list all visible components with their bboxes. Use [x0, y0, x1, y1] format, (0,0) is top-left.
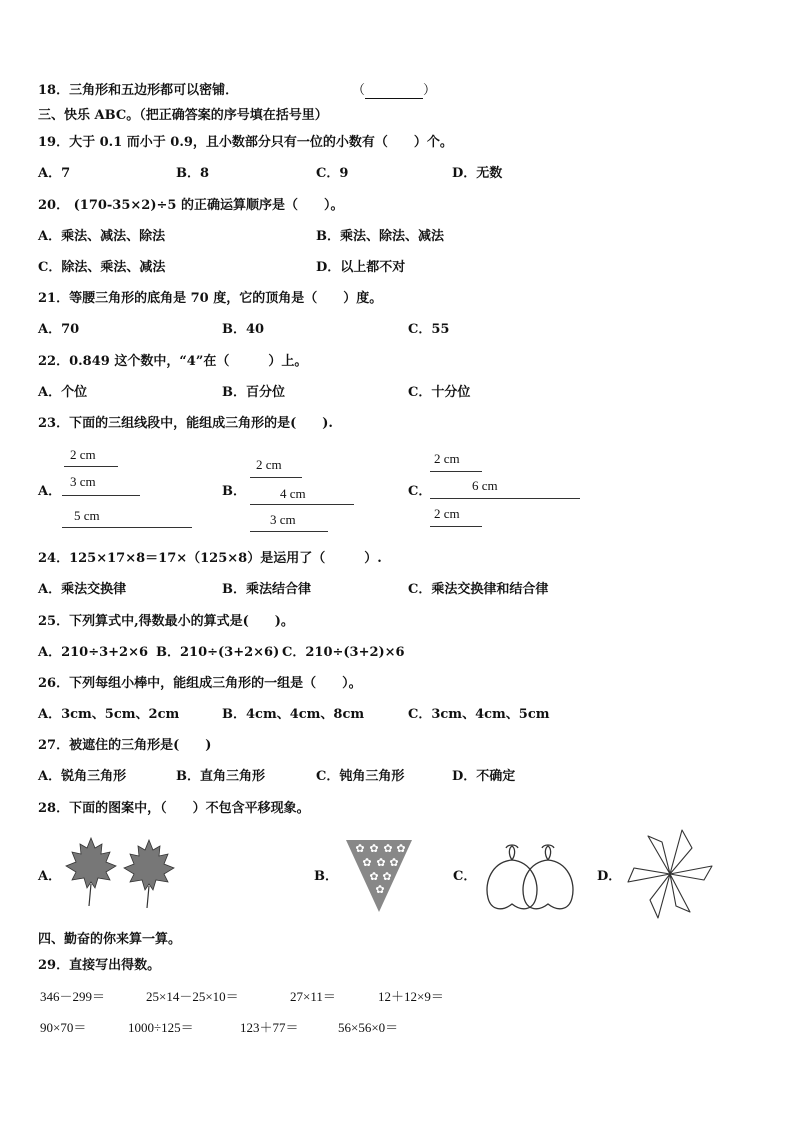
q23-a-seg1-line — [64, 466, 118, 467]
q29-calc-1: 346－299＝ — [40, 989, 106, 1004]
snowflake-icon: ✿ — [376, 856, 386, 869]
section-3-heading: 三、快乐 ABC。（把正确答案的序号填在括号里） — [38, 108, 328, 123]
q23-b-seg1-line — [250, 477, 302, 478]
q25-option-b[interactable]: B．210÷(3+2×6) — [156, 645, 280, 660]
q18-bracket-close: ） — [423, 83, 437, 98]
q29-calc-2: 25×14－25×10＝ — [146, 989, 239, 1004]
q23-c-seg3-label: 2 cm — [434, 506, 460, 521]
q28-text: 28．下面的图案中，（ ）不包含平移现象。 — [38, 801, 310, 816]
q23-c-seg1-line — [430, 471, 482, 472]
gourd-icon — [523, 860, 573, 909]
pinwheel-blade-icon — [628, 868, 670, 882]
q29-calc-4: 12＋12×9＝ — [378, 989, 444, 1004]
snowflake-icon: ✿ — [382, 870, 392, 883]
q24-option-c[interactable]: C．乘法交换律和结合律 — [408, 582, 549, 597]
q21-option-b[interactable]: B．40 — [222, 322, 265, 337]
q28-option-c[interactable]: C． — [453, 869, 477, 884]
triangle-snowflake-figure — [344, 838, 414, 914]
q21-option-a[interactable]: A．70 — [38, 322, 80, 337]
q23-b-seg3-label: 3 cm — [270, 512, 296, 527]
q19-option-d[interactable]: D．无数 — [452, 166, 503, 181]
q19-option-b[interactable]: B．8 — [176, 166, 210, 181]
q27-option-b[interactable]: B．直角三角形 — [176, 769, 265, 784]
q20-option-a[interactable]: A．乘法、减法、除法 — [38, 229, 166, 244]
q25-option-c[interactable]: C．210÷(3+2)×6 — [282, 645, 405, 660]
q23-option-c[interactable]: C． — [408, 484, 432, 499]
gourd-icon — [487, 860, 537, 909]
q25-text: 25．下列算式中,得数最小的算式是( )。 — [38, 614, 294, 629]
q20-option-d[interactable]: D．以上都不对 — [316, 260, 406, 275]
q21-text: 21．等腰三角形的底角是 70 度，它的顶角是（ ）度。 — [38, 291, 383, 306]
q23-option-b[interactable]: B． — [222, 484, 246, 499]
q29-calc-8: 56×56×0＝ — [338, 1020, 399, 1035]
snowflake-icon: ✿ — [369, 870, 379, 883]
q26-option-a[interactable]: A．3cm、5cm、2cm — [38, 707, 180, 722]
q27-option-c[interactable]: C．钝角三角形 — [316, 769, 405, 784]
q23-b-seg2-line — [250, 504, 354, 505]
maple-leaves-figure — [62, 834, 182, 914]
q29-calc-3: 27×11＝ — [290, 989, 336, 1004]
q19-text: 19．大于 0.1 而小于 0.9，且小数部分只有一位的小数有（ ）个。 — [38, 135, 453, 150]
q29-calc-6: 1000÷125＝ — [128, 1020, 194, 1035]
snowflake-icon: ✿ — [389, 856, 399, 869]
q23-text: 23．下面的三组线段中，能组成三角形的是( ). — [38, 416, 333, 431]
q28-option-b[interactable]: B． — [314, 869, 338, 884]
gourd-shapes-figure — [482, 838, 582, 916]
q24-option-b[interactable]: B．乘法结合律 — [222, 582, 311, 597]
q29-calc-7: 123＋77＝ — [240, 1020, 299, 1035]
pinwheel-blade-icon — [670, 866, 712, 880]
maple-leaf-icon — [124, 840, 174, 908]
snowflake-icon: ✿ — [396, 842, 406, 855]
q23-a-seg2-line — [62, 495, 140, 496]
q23-a-seg3-label: 5 cm — [74, 508, 100, 523]
snowflake-icon: ✿ — [383, 842, 393, 855]
q22-option-c[interactable]: C．十分位 — [408, 385, 471, 400]
q23-b-seg3-line — [250, 531, 328, 532]
pinwheel-blade-icon — [670, 830, 692, 874]
q23-a-seg1-label: 2 cm — [70, 447, 96, 462]
q18-bracket-open: （ — [352, 83, 366, 98]
snowflake-icon: ✿ — [355, 842, 365, 855]
q23-c-seg2-line — [430, 498, 580, 499]
q23-b-seg2-label: 4 cm — [280, 486, 306, 501]
q20-text: 20． (170-35×2)÷5 的正确运算顺序是（ ）。 — [38, 198, 344, 213]
q29-calc-5: 90×70＝ — [40, 1020, 87, 1035]
q23-option-a[interactable]: A． — [38, 484, 62, 499]
q21-option-c[interactable]: C．55 — [408, 322, 450, 337]
q22-option-a[interactable]: A．个位 — [38, 385, 88, 400]
q23-b-seg1-label: 2 cm — [256, 457, 282, 472]
q28-option-d[interactable]: D． — [597, 869, 622, 884]
q19-option-c[interactable]: C．9 — [316, 166, 349, 181]
q26-option-c[interactable]: C．3cm、4cm、5cm — [408, 707, 550, 722]
pinwheel-blade-icon — [648, 836, 670, 874]
q24-option-a[interactable]: A．乘法交换律 — [38, 582, 127, 597]
maple-leaf-icon — [66, 838, 116, 906]
pinwheel-blade-icon — [650, 874, 670, 918]
q19-option-a[interactable]: A．7 — [38, 166, 71, 181]
snowflake-icon: ✿ — [369, 842, 379, 855]
q29-text: 29．直接写出得数。 — [38, 958, 161, 973]
q27-option-d[interactable]: D．不确定 — [452, 769, 516, 784]
q24-text: 24．125×17×8＝17×（125×8）是运用了（ ）. — [38, 551, 382, 566]
q20-option-b[interactable]: B．乘法、除法、减法 — [316, 229, 444, 244]
q26-text: 26．下列每组小棒中，能组成三角形的一组是（ ）。 — [38, 676, 362, 691]
q18-answer-bracket[interactable] — [352, 83, 436, 99]
pinwheel-figure — [624, 826, 716, 922]
q25-option-a[interactable]: A．210÷3+2×6 — [38, 645, 149, 660]
q23-c-seg1-label: 2 cm — [434, 451, 460, 466]
q27-text: 27．被遮住的三角形是( ) — [38, 738, 212, 753]
q22-text: 22．0.849 这个数中，“4”在（ ）上。 — [38, 354, 308, 369]
q23-c-seg2-label: 6 cm — [472, 478, 498, 493]
q23-c-seg3-line — [430, 526, 482, 527]
q20-option-c[interactable]: C．除法、乘法、减法 — [38, 260, 166, 275]
q18-answer-blank[interactable] — [365, 86, 423, 99]
pinwheel-blade-icon — [670, 874, 690, 912]
snowflake-icon: ✿ — [362, 856, 372, 869]
q23-a-seg3-line — [62, 527, 192, 528]
q28-option-a[interactable]: A． — [38, 869, 62, 884]
q23-a-seg2-label: 3 cm — [70, 474, 96, 489]
q26-option-b[interactable]: B．4cm、4cm、8cm — [222, 707, 365, 722]
q27-option-a[interactable]: A．锐角三角形 — [38, 769, 127, 784]
snowflake-icon: ✿ — [375, 883, 385, 896]
q22-option-b[interactable]: B．百分位 — [222, 385, 285, 400]
q18-text: 18．三角形和五边形都可以密铺． — [38, 83, 239, 98]
section-4-heading: 四、勤奋的你来算一算。 — [38, 932, 182, 947]
